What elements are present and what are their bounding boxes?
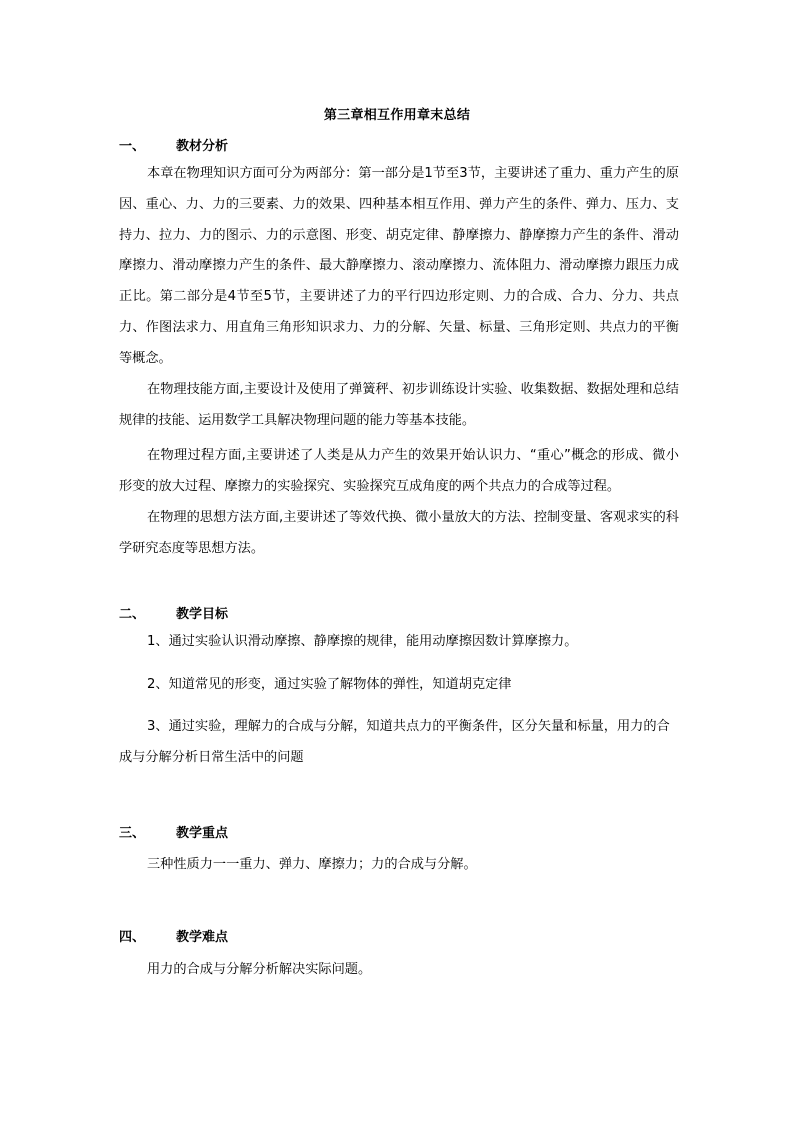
section-number: 二、 [119,607,146,622]
difficulties-text: 用力的合成与分解分析解决实际问题。 [147,962,372,977]
goal-item-1: 1、通过实验认识滑动摩擦、静摩擦的规律，能用动摩擦因数计算摩擦力。 [147,634,578,649]
section-title: 教学目标 [176,607,229,622]
paragraph-skills: 在物理技能方面,主要设计及使用了弹簧秤、初步训练设计实验、收集数据、数据处理和总结规律的技能、运用数学工具解决物理问题的能力等基本技能。 [119,382,679,428]
goal-item-3: 3、通过实验，理解力的合成与分解，知道共点力的平衡条件，区分矢量和标量，用力的合成与分解分析日常生活中的问题 [119,719,670,765]
paragraph-process: 在物理过程方面,主要讲述了人类是从力产生的效果开始认识力、“重心”概念的形成、微小形变的放大过程、摩擦力的实验探究、实验探究互成角度的两个共点力的合成等过程。 [119,448,679,494]
section-title: 教学难点 [176,930,229,945]
section-heading-1 [119,135,228,154]
paragraph-knowledge: 本章在物理知识方面可分为两部分：第一部分是1节至3节，主要讲述了重力、重力产生的原因、重心、力、力的三要素、力的效果、四种基本相互作用、弹力产生的条件、弹力、压力、支持力、拉力、力的图示、力的示意图、形变、胡克定律、静摩擦力、静摩擦力产生的条件、滑动摩擦力、滑动摩擦力产生的条件、最大静摩擦力、滚动摩擦力、流体阻力、滑动摩擦力跟压力成正比。第二部分是4节至5节，主要讲述了力的平行四边形定则、力的合成、合力、分力、共点力、作图法求力、用直角三角形知识求力、力的分解、矢量、标量、三角形定则、共点力的平衡等概念。 [119,166,679,366]
section-title: 教学重点 [176,826,229,841]
section-heading-3 [119,822,228,841]
section-number: 四、 [119,930,146,945]
paragraph-methods: 在物理的思想方法方面,主要讲述了等效代换、微小量放大的方法、控制变量、客观求实的科学研究态度等思想方法。 [119,510,679,556]
document-title: 第三章相互作用章末总结 [323,108,471,123]
key-points-text: 三种性质力一一重力、弹力、摩擦力；力的合成与分解。 [147,857,477,872]
goal-item-2: 2、知道常见的形变，通过实验了解物体的弹性，知道胡克定律 [147,677,512,692]
section-title: 教材分析 [176,139,229,154]
section-heading-4 [119,926,228,945]
section-number: 三、 [119,826,146,841]
section-number: 一、 [119,139,146,154]
section-heading-2 [119,603,228,622]
